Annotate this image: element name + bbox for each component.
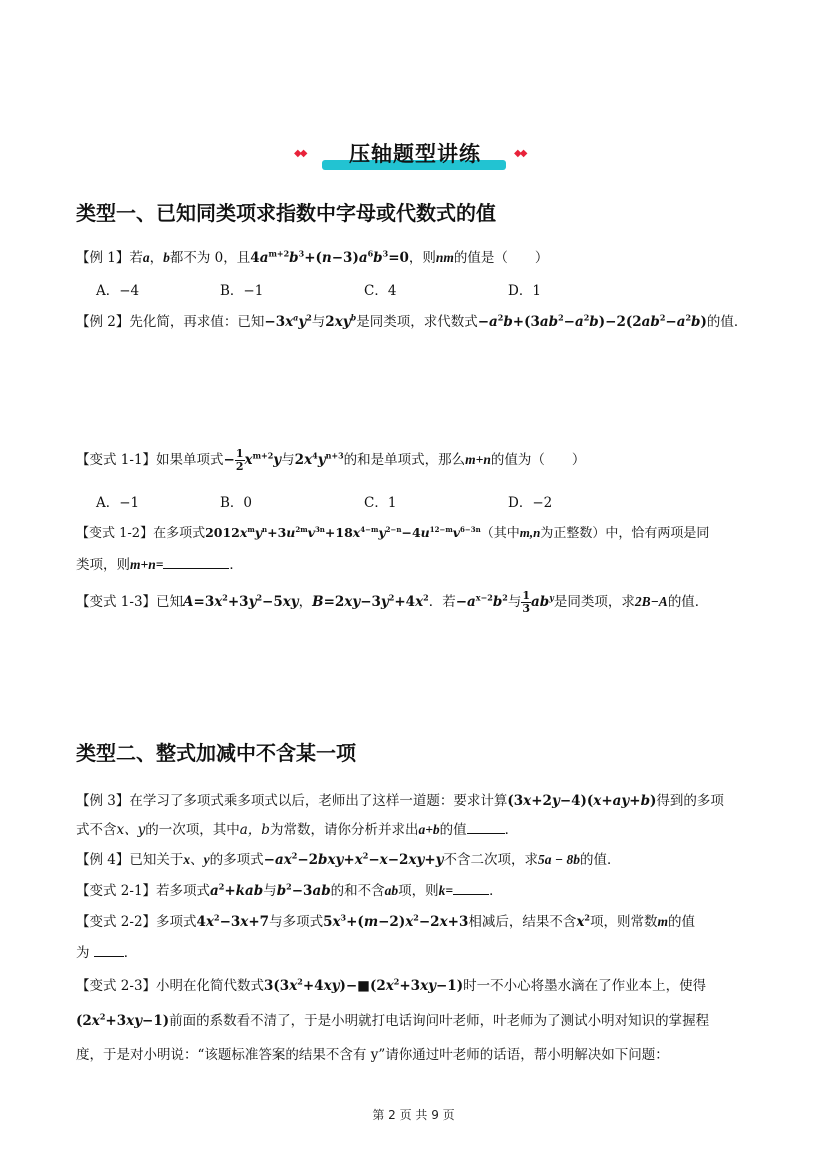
right-diamond-icon: ◆◆ — [514, 148, 526, 159]
example-1-option-d: D．1 — [508, 283, 541, 299]
variant-2-2-line-2: 为 ． — [76, 945, 138, 961]
fraction-one-half: $\frac{1}{2}$ — [235, 447, 244, 473]
variant-2-1-label: 【变式 2-1】 — [76, 883, 157, 899]
variant-2-3-label: 【变式 2-3】 — [76, 978, 157, 994]
variant-2-1: 【变式 2-1】若多项式$a^2+kab$与$b^2-3ab$的和不含ab项，则k= ． — [76, 881, 503, 899]
answer-blank[interactable] — [163, 556, 229, 569]
variant-1-1-option-c: C．1 — [364, 495, 397, 511]
example-2-label: 【例 2】 — [76, 314, 130, 330]
variant-1-2-line-2: 类项，则m+n= ． — [76, 557, 243, 573]
example-4: 【例 4】已知关于x、y的多项式$-ax^2-2bxy+x^2-x-2xy+y$不含二次项，求5a − 8b的值． — [76, 850, 621, 868]
example-4-label: 【例 4】 — [76, 852, 130, 868]
variant-1-2: 【变式 1-2】在多项式$2012x^my^n+3u^{2m}v^{3n}+18x^{4-m}y^{2-n}-4u^{12-m}v^{6-3n}$（其中m,n为正整数）中，恰有两项是同 — [76, 524, 710, 541]
example-2: 【例 2】先化简，再求值：已知$-3x^ay^2$与$2xy^b$是同类项，求代数式$-a^2b+(3ab^2-a^2b)-2(2ab^2-a^2b)$的值． — [76, 312, 748, 330]
variant-2-2: 【变式 2-2】多项式$4x^2-3x+7$与多项式$5x^3+(m-2)x^2-2x+3$相减后，结果不含$x^2$项，则常数m的值 — [76, 912, 696, 930]
example-3: 【例 3】在学习了多项式乘多项式以后，老师出了这样一道题：要求计算(3x+2y−4)(x+ay+b)得到的多项 — [76, 793, 724, 809]
example-1-equation: $4a^{m+2}b^3+(n-3)a^6b^3=0$ — [250, 248, 409, 266]
example-1-label: 【例 1】 — [76, 250, 130, 266]
banner-title: 压轴题型讲练 — [349, 142, 481, 166]
section-2-title: 类型二、整式加减中不含某一项 — [76, 741, 356, 765]
example-3-label: 【例 3】 — [76, 793, 130, 809]
answer-blank[interactable] — [94, 944, 124, 957]
example-1-option-b: B．−1 — [220, 283, 264, 299]
answer-blank[interactable] — [467, 821, 505, 834]
variant-1-1-option-b: B．0 — [220, 495, 253, 511]
variant-2-3-line-2: $(2x^2+3xy-1)$前面的系数看不清了，于是小明就打电话询问叶老师，叶老师为了测试小明对知识的掌握程 — [76, 1011, 710, 1029]
section-1-title: 类型一、已知同类项求指数中字母或代数式的值 — [76, 201, 496, 225]
variant-2-3: 【变式 2-3】小明在化简代数式$3(3x^2+4xy)-■(2x^2+3xy-1)$时一不小心将墨水滴在了作业本上，使得 — [76, 976, 707, 994]
variant-1-1-option-d: D．−2 — [508, 495, 553, 511]
variant-1-1-label: 【变式 1-1】 — [76, 452, 157, 468]
answer-blank[interactable] — [453, 882, 489, 895]
example-3-line-2: 式不含x、y的一次项，其中a，b为常数，请你分析并求出a+b的值 ． — [76, 822, 519, 838]
example-1: 【例 1】若a，b都不为 0，且$4a^{m+2}b^3+(n-3)a^6b^3=0$，则nm的值是（ ） — [76, 248, 549, 266]
variant-1-1: 【变式 1-1】如果单项式− $\frac{1}{2}$ $x^{m+2}y$与$2x^4y^{n+3}$的和是单项式，那么m+n的值为（ ） — [76, 447, 586, 473]
variant-1-2-label: 【变式 1-2】 — [76, 526, 154, 541]
fraction-one-third: $\frac{1}{3}$ — [522, 589, 531, 615]
variant-2-3-line-3: 度，于是对小明说：“该题标准答案的结果不含有 y”请你通过叶老师的话语，帮小明解决如下问题： — [76, 1047, 669, 1063]
variant-1-3-label: 【变式 1-3】 — [76, 594, 157, 610]
section-banner — [290, 138, 540, 172]
variant-1-3: 【变式 1-3】已知$A=3x^2+3y^2-5xy$，$B=2xy-3y^2+4x^2$．若$-a^{x-2}b^2$与 $\frac{1}{3}$ $ab^y$是同类项，求2B−A的值． — [76, 589, 709, 615]
variant-2-2-label: 【变式 2-2】 — [76, 914, 157, 930]
example-1-option-c: C．4 — [364, 283, 397, 299]
variant-1-1-option-a: A．−1 — [96, 495, 140, 511]
page-footer: 第 2 页 共 9 页 — [372, 1108, 455, 1122]
example-1-option-a: A．−4 — [96, 283, 140, 299]
left-diamond-icon: ◆◆ — [294, 148, 306, 159]
